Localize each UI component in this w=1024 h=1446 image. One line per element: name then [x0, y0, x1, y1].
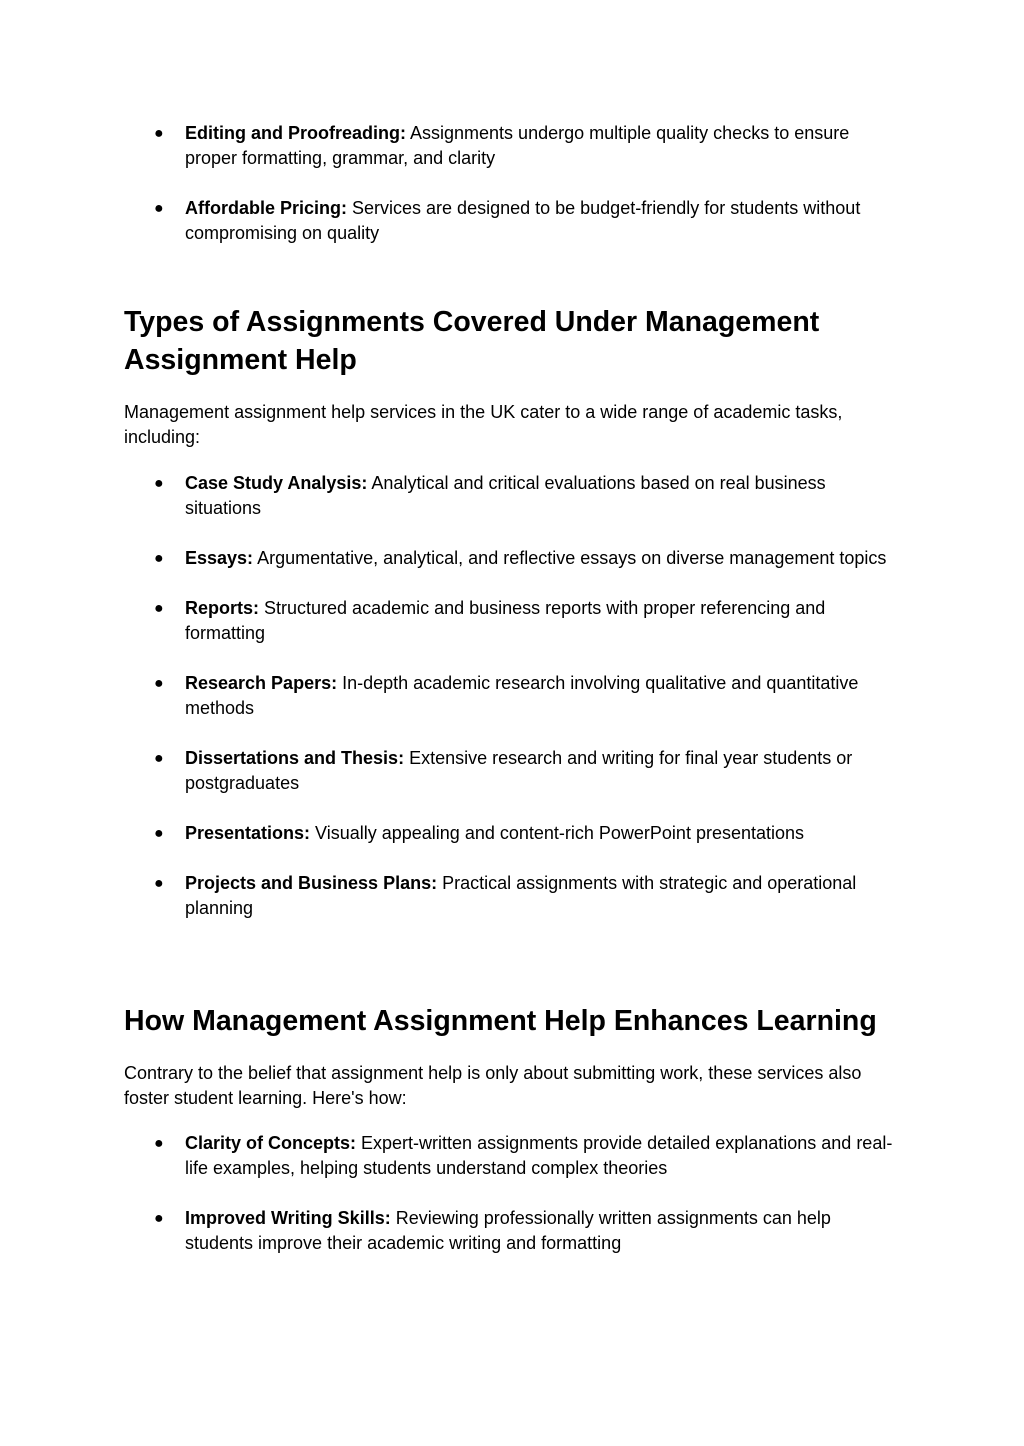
list-item [124, 596, 900, 646]
list-item-term: Essays: [185, 548, 254, 568]
list-item-text: Structured academic and business reports with proper referencing and formatting [185, 598, 826, 643]
bullet-icon: ● [154, 125, 164, 142]
list-item-text: Practical assignments with strategic and operational planning [185, 873, 857, 918]
bullet-icon: ● [154, 825, 164, 842]
list-item-text: Argumentative, analytical, and reflective essays on diverse management topics [253, 548, 887, 568]
list-item-text: Visually appealing and content-rich PowerPoint presentations [310, 823, 805, 843]
list-item-text: Expert-written assignments provide detailed explanations and real-life examples, helping students understand complex theories [185, 1133, 893, 1178]
list-item-text: In-depth academic research involving qualitative and quantitative methods [185, 673, 859, 718]
learning-benefits-list [124, 1131, 900, 1256]
list-item-term: Reports: [185, 598, 260, 618]
list-item [124, 1206, 900, 1256]
list-item-text: Analytical and critical evaluations based on real business situations [185, 473, 826, 518]
list-item-text: Assignments undergo multiple quality checks to ensure proper formatting, grammar, and clarity [185, 123, 850, 168]
assignment-types-list [124, 471, 900, 921]
list-item-text: Extensive research and writing for final year students or postgraduates [185, 748, 853, 793]
list-item-text: Reviewing professionally written assignments can help students improve their academic writing and formatting [185, 1208, 831, 1253]
section-intro-types: Management assignment help services in the UK cater to a wide range of academic tasks, including: [124, 402, 843, 447]
list-item-text: Services are designed to be budget-friendly for students without compromising on quality [185, 198, 861, 243]
list-item-term: Presentations: [185, 823, 311, 843]
list-item-term: Research Papers: [185, 673, 338, 693]
bullet-icon: ● [154, 1210, 164, 1227]
list-item [124, 746, 900, 796]
list-item [124, 121, 900, 171]
list-item [124, 871, 900, 921]
list-item [124, 471, 900, 521]
features-list [124, 121, 900, 246]
list-item [124, 1131, 900, 1181]
list-item [124, 196, 900, 246]
list-item [124, 546, 900, 571]
list-item [124, 821, 900, 846]
bullet-icon: ● [154, 200, 164, 217]
list-item-term: Clarity of Concepts: [185, 1133, 357, 1153]
list-item [124, 671, 900, 721]
bullet-icon: ● [154, 550, 164, 567]
bullet-icon: ● [154, 475, 164, 492]
list-item-term: Case Study Analysis: [185, 473, 368, 493]
bullet-icon: ● [154, 600, 164, 617]
list-item-term: Improved Writing Skills: [185, 1208, 391, 1228]
section-heading-types: Types of Assignments Covered Under Management Assignment Help [124, 306, 820, 376]
bullet-icon: ● [154, 875, 164, 892]
list-item-term: Affordable Pricing: [185, 198, 348, 218]
list-item-term: Dissertations and Thesis: [185, 748, 405, 768]
section-intro-learning: Contrary to the belief that assignment help is only about submitting work, these services also foster student learning. Here's how: [124, 1063, 862, 1108]
list-item-term: Editing and Proofreading: [185, 123, 406, 143]
bullet-icon: ● [154, 675, 164, 692]
list-item-term: Projects and Business Plans: [185, 873, 438, 893]
section-heading-learning: How Management Assignment Help Enhances Learning [124, 1005, 877, 1037]
bullet-icon: ● [154, 1135, 164, 1152]
bullet-icon: ● [154, 750, 164, 767]
